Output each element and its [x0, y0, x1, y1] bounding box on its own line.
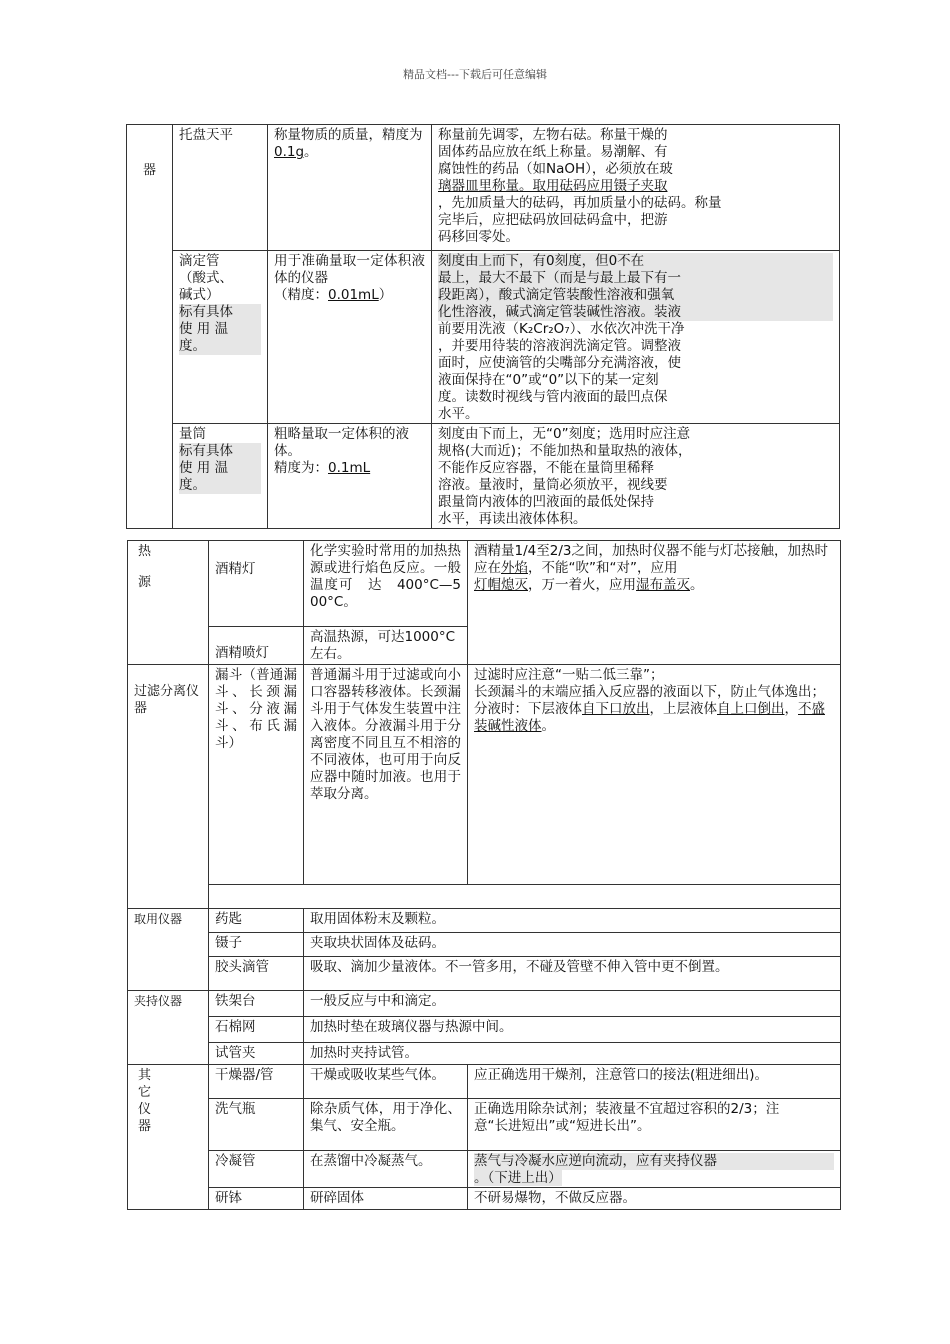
instrument-use-cell	[304, 541, 468, 627]
table-row	[128, 957, 841, 991]
note-text: 酒精量1/4至2/3之间，加热时仪器不能与灯芯接触，加热时应在	[474, 543, 828, 576]
table-row	[128, 665, 841, 885]
note-text: 正确选用除杂试剂；装液量不宜超过容积的2/3；注意“长进短出”或“短进长出”。	[474, 1101, 780, 1134]
instrument-use-cell	[304, 957, 841, 991]
instrument-name: 铁架台	[215, 993, 256, 1009]
use-tail: ）	[378, 287, 393, 303]
instrument-name: 石棉网	[215, 1019, 256, 1035]
note-text: ，上层液体	[649, 701, 717, 717]
instrument-name: 干燥器/管	[215, 1067, 274, 1083]
note-underline: 自上口倒出	[717, 701, 785, 717]
note-line: 过滤时应注意“一贴二低三靠”；	[474, 667, 664, 683]
instrument-name: 药匙	[215, 911, 242, 927]
instrument-name: 量筒	[179, 426, 206, 442]
page-header: 精品文档---下载后可任意编辑	[403, 68, 547, 81]
instrument-table-general	[127, 540, 841, 1210]
instrument-name: 滴定管	[179, 253, 220, 269]
instrument-use-cell	[268, 251, 432, 424]
note-line: 段距离），酸式滴定管装酸性溶液和强氧	[438, 287, 833, 304]
use-text: 夹取块状固体及砝码。	[310, 935, 445, 951]
use-text: 取用固体粉末及颗粒。	[310, 911, 445, 927]
instrument-use-cell	[268, 424, 432, 529]
instrument-name-cell	[209, 1188, 304, 1210]
instrument-use-cell	[304, 1188, 468, 1210]
category-label: 仪	[138, 1102, 152, 1117]
instrument-notes-cell	[468, 665, 841, 885]
use-text: 称量物质的质量，精度为	[274, 127, 423, 143]
note-text: 应正确选用干燥剂，注意管口的接法(粗进细出)。	[474, 1067, 769, 1083]
instrument-name-cell	[209, 1043, 304, 1065]
instrument-name-line: 标有具体	[179, 304, 261, 321]
note-line: 。（下进上出）	[474, 1170, 562, 1186]
table-row	[127, 125, 840, 251]
instrument-notes-cell	[432, 424, 840, 529]
instrument-notes-cell	[468, 1151, 841, 1188]
use-text: 高温热源，可达1000°C左右。	[310, 629, 456, 662]
table-row	[128, 1065, 841, 1099]
instrument-name: 酒精喷灯	[215, 645, 269, 661]
precision-prefix: （精度：	[274, 287, 328, 303]
instrument-name-cell	[209, 991, 304, 1017]
table-row	[128, 1188, 841, 1210]
category-label: 热	[138, 544, 152, 559]
instrument-use-cell	[304, 627, 468, 665]
instrument-notes-cell	[468, 541, 841, 665]
instrument-name-cell	[173, 125, 268, 251]
instrument-use-cell	[304, 1151, 468, 1188]
note-line: 最上，最大不最下（而是与最上最下有一	[438, 270, 833, 287]
instrument-name-cell	[209, 933, 304, 957]
note-line: 化性溶液，碱式滴定管装碱性溶液。装液	[438, 304, 833, 321]
note-line: 面时，应使滴管的尖嘴部分充满溶液，使	[438, 355, 681, 371]
note-text: ，不能“吹”和“对”，应用	[528, 560, 678, 576]
note-underline: 外焰	[501, 560, 528, 576]
instrument-notes-cell	[432, 125, 840, 251]
note-line: 不能作反应容器，不能在量筒里稀释	[438, 460, 654, 476]
instrument-notes-cell	[468, 1065, 841, 1099]
table-row	[128, 1151, 841, 1188]
use-text: 研碎固体	[310, 1190, 364, 1206]
instrument-name-line: 使 用 温	[179, 460, 261, 477]
instrument-name: 研钵	[215, 1190, 242, 1206]
instrument-name: 试管夹	[215, 1045, 256, 1061]
note-line: ，先加质量大的砝码，再加质量小的砝码。称量	[438, 195, 722, 211]
category-label: 过滤分离仪器	[134, 684, 200, 716]
instrument-use-cell	[304, 909, 841, 933]
instrument-name-line: （酸式、	[179, 270, 233, 286]
instrument-use-cell	[304, 933, 841, 957]
note-text: ，	[784, 701, 798, 717]
note-line: 跟量筒内液体的凹液面的最低处保持	[438, 494, 654, 510]
precision-text: 0.1mL	[328, 460, 371, 476]
empty-cell	[209, 885, 841, 909]
note-line: 水平，再读出液体体积。	[438, 511, 587, 527]
note-line: 水平。	[438, 406, 479, 422]
note-line: 完毕后，应把砝码放回砝码盒中，把游	[438, 212, 668, 228]
instrument-notes-cell	[468, 1188, 841, 1210]
instrument-name-line: 使 用 温	[179, 321, 261, 338]
note-underline: 灯帽熄灭	[474, 577, 528, 593]
note-underline: 湿布盖灭	[636, 577, 690, 593]
use-text: 加热时夹持试管。	[310, 1045, 418, 1061]
category-label: 器	[138, 1119, 152, 1134]
instrument-use-cell	[304, 665, 468, 885]
table-row	[128, 1043, 841, 1065]
note-text: 。	[541, 718, 555, 734]
category-cell-hold	[128, 991, 209, 1065]
category-cell-heat	[128, 541, 209, 665]
category-label: 器	[142, 163, 156, 178]
note-text: ，万一着火，应用	[528, 577, 636, 593]
category-label: 源	[138, 575, 152, 590]
note-line: 刻度由上而下，有0刻度，但0不在	[438, 253, 833, 270]
table-row	[128, 909, 841, 933]
note-text: 分液时：下层液体	[474, 701, 582, 717]
instrument-notes-cell	[432, 251, 840, 424]
table-row	[128, 933, 841, 957]
note-line: 度。读数时视线与管内液面的最凹点保	[438, 389, 668, 405]
use-text: 干燥或吸收某些气体。	[310, 1067, 445, 1083]
instrument-use-cell	[304, 991, 841, 1017]
use-text: 吸取、滴加少量液体。不一管多用，不碰及管壁不伸入管中更不倒置。	[310, 959, 729, 975]
note-line: 码移回零处。	[438, 229, 519, 245]
instrument-use-cell	[304, 1043, 841, 1065]
instrument-name-line: 碱式）	[179, 287, 220, 303]
use-tail: 。	[304, 144, 318, 160]
instrument-notes-cell	[468, 1099, 841, 1151]
instrument-name-cell	[209, 957, 304, 991]
precision-prefix: 精度为：	[274, 460, 328, 476]
instrument-name-cell	[173, 424, 268, 529]
use-text: 加热时垫在玻璃仪器与热源中间。	[310, 1019, 513, 1035]
instrument-use-cell	[304, 1017, 841, 1043]
instrument-name-cell	[209, 1151, 304, 1188]
instrument-name-cell	[209, 1099, 304, 1151]
table-row	[128, 991, 841, 1017]
instrument-name: 托盘天平	[179, 127, 233, 143]
note-line: 璃器皿里称量。取用砝码应用镊子夹取	[438, 178, 668, 194]
note-line: 固体药品应放在纸上称量。易潮解、有	[438, 144, 668, 160]
instrument-name-line: 标有具体	[179, 443, 261, 460]
note-underline: 不盛装碱性液体	[474, 701, 825, 734]
table-row	[128, 885, 841, 909]
table-row	[127, 251, 840, 424]
instrument-name: 胶头滴管	[215, 959, 269, 975]
note-text: 不研易爆物，不做反应器。	[474, 1190, 636, 1206]
note-line: 液面保持在“0”或“0”以下的某一定刻	[438, 372, 659, 388]
note-line: 蒸气与冷凝水应逆向流动，应有夹持仪器	[474, 1153, 834, 1170]
note-line: 规格(大而近)；不能加热和量取热的液体，	[438, 443, 692, 459]
category-label: 夹持仪器	[134, 994, 183, 1008]
category-cell-other	[128, 1065, 209, 1210]
instrument-name-cell	[209, 627, 304, 665]
category-cell-filter	[128, 665, 209, 909]
use-text: 除杂质气体，用于净化、集气、安全瓶。	[310, 1101, 461, 1134]
instrument-use-cell	[304, 1099, 468, 1151]
instrument-name: 洗气瓶	[215, 1101, 256, 1117]
instrument-name-cell	[173, 251, 268, 424]
use-text: 一般反应与中和滴定。	[310, 993, 445, 1009]
category-cell-take	[128, 909, 209, 991]
instrument-name: 镊子	[215, 935, 242, 951]
instrument-name-cell	[209, 665, 304, 885]
instrument-use-cell	[304, 1065, 468, 1099]
note-text: 。	[690, 577, 704, 593]
precision-text: 0.1g	[274, 144, 305, 160]
instrument-name-cell	[209, 541, 304, 627]
note-line: 称量前先调零，左物右砝。称量干燥的	[438, 127, 668, 143]
instrument-name: 酒精灯	[215, 561, 256, 577]
category-label: 它	[138, 1085, 152, 1100]
use-text: 在蒸馏中冷凝蒸气。	[310, 1153, 432, 1169]
instrument-use-cell	[268, 125, 432, 251]
table-row	[128, 541, 841, 627]
note-line: 溶液。量液时，量筒必须放平，视线要	[438, 477, 668, 493]
note-line: ，并要用待装的溶液润洗滴定管。调整液	[438, 338, 681, 354]
note-line: 长颈漏斗的末端应插入反应器的液面以下，防止气体逸出；	[474, 684, 825, 700]
instrument-name-line: 度。	[179, 338, 261, 355]
use-text: 普通漏斗用于过滤或向小口容器转移液体。长颈漏斗用于气体发生装置中注入液体。分液漏斗用于分离密度不同且互不相溶的不同液体，也可用于向反应器中随时加液。也用于萃取分离。	[310, 667, 461, 802]
instrument-table-measuring	[126, 124, 840, 529]
precision-text: 0.01mL	[328, 287, 379, 303]
instrument-name: 漏斗（普通漏斗、长颈漏斗、分液漏斗、布氏漏斗）	[215, 667, 297, 751]
use-text: 化学实验时常用的加热热源或进行焰色反应。一般温度可 达 400°C—500°C。	[310, 543, 461, 610]
table-row	[128, 1017, 841, 1043]
instrument-name-cell	[209, 1017, 304, 1043]
note-underline: 自下口放出	[582, 701, 650, 717]
instrument-name-cell	[209, 909, 304, 933]
instrument-name-line: 度。	[179, 477, 261, 494]
note-line: 前要用洗液（K₂Cr₂O₇）、水依次冲洗干净	[438, 321, 685, 337]
note-line: 刻度由下而上，无“0”刻度；选用时应注意	[438, 426, 691, 442]
use-text: 用于准确量取一定体积液体的仪器	[274, 253, 425, 286]
category-cell	[127, 125, 173, 529]
instrument-name: 冷凝管	[215, 1153, 256, 1169]
table-row	[127, 424, 840, 529]
use-text: 粗略量取一定体积的液体。	[274, 426, 409, 459]
table-row	[128, 1099, 841, 1151]
instrument-name-cell	[209, 1065, 304, 1099]
category-label: 其	[138, 1068, 152, 1083]
category-label: 取用仪器	[134, 912, 183, 926]
note-line: 腐蚀性的药品（如NaOH），必须放在玻	[438, 161, 673, 177]
